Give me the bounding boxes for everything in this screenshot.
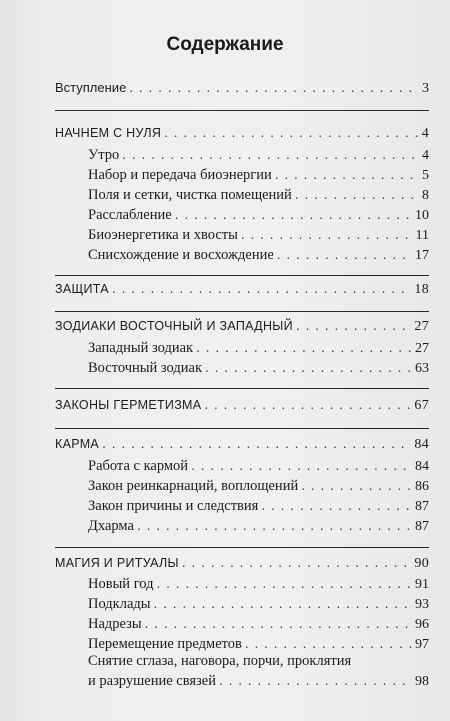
toc-entry-label: Перемещение предметов: [88, 636, 242, 652]
toc-section-page: 4: [421, 126, 429, 141]
leader-dots: [196, 341, 412, 355]
leader-dots: [295, 188, 419, 202]
toc-section: [55, 556, 429, 576]
toc-section-page: 84: [414, 437, 429, 452]
leader-dots: [137, 519, 412, 533]
toc-entry-label: Вступление: [55, 80, 127, 95]
toc-entry-label: Новый год: [88, 576, 154, 592]
toc-section-label: МАГИЯ И РИТУАЛЫ: [55, 556, 179, 570]
toc-section: [55, 319, 429, 339]
toc-entry-page: 10: [415, 208, 429, 223]
toc-section-label: ЗАЩИТА: [55, 282, 109, 296]
toc-entry-label: и разрушение связей: [88, 673, 216, 689]
leader-dots: [205, 361, 412, 375]
leader-dots: [145, 617, 412, 631]
toc-entry: [88, 498, 429, 518]
toc-entry-label: Расслабление: [88, 207, 172, 223]
toc-section: [55, 126, 429, 146]
toc-entry: [88, 340, 429, 360]
toc-section: [55, 282, 429, 302]
toc-entry: [88, 673, 429, 693]
leader-dots: [219, 674, 412, 688]
toc-entry-label-line1: Снятие сглаза, наговора, порчи, проклятия: [88, 653, 352, 669]
section-divider: [55, 388, 429, 389]
toc-section-label: ЗАКОНЫ ГЕРМЕТИЗМА: [55, 398, 202, 412]
leader-dots: [261, 499, 412, 513]
toc-entry-page: 87: [415, 519, 429, 534]
toc-entry: [88, 576, 429, 596]
leader-dots: [122, 148, 419, 162]
toc-entry-label: Биоэнергетика и хвосты: [88, 227, 238, 243]
toc-entry-label: Восточный зодиак: [88, 360, 203, 376]
toc-entry-page: 98: [415, 674, 429, 689]
toc-entry-label: Дхарма: [88, 518, 134, 534]
leader-dots: [191, 459, 412, 473]
toc-entry-page: 91: [415, 577, 429, 592]
leader-dots: [175, 208, 412, 222]
toc-section-page: 90: [414, 556, 429, 571]
toc-section-page: 27: [414, 319, 429, 334]
toc-entry-label: Закон причины и следствия: [88, 498, 259, 514]
toc-entry-page: 8: [422, 188, 429, 203]
section-divider: [55, 110, 429, 111]
toc-entry-page: 97: [415, 637, 429, 652]
toc-entry-page: 93: [415, 597, 429, 612]
page-title: Содержание: [166, 34, 284, 55]
toc-entry-page: 96: [415, 617, 429, 632]
toc-entry-page: 87: [415, 499, 429, 514]
toc-entry: [88, 207, 429, 227]
leader-dots: [301, 479, 412, 493]
leader-dots: [241, 228, 413, 242]
toc-section-label: КАРМА: [55, 437, 100, 451]
toc-entry: [88, 147, 429, 167]
toc-entry: [88, 518, 429, 538]
toc-entry: [88, 458, 429, 478]
section-divider: [55, 547, 429, 548]
toc-entry: [88, 227, 429, 247]
section-divider: [55, 428, 429, 429]
section-divider: [55, 311, 429, 312]
toc-section-label: НАЧНЕМ С НУЛЯ: [55, 126, 162, 140]
toc-section-label: ЗОДИАКИ ВОСТОЧНЫЙ И ЗАПАДНЫЙ: [55, 319, 293, 333]
toc-entry: [88, 616, 429, 636]
toc-entry-page: 4: [422, 148, 429, 163]
toc-entry-page: 3: [422, 81, 429, 96]
toc-entry-label: Снисхождение и восхождение: [88, 247, 274, 263]
toc-entry-page: 84: [415, 459, 429, 474]
toc-entry-page: 86: [415, 479, 429, 494]
toc-entry-label: Поля и сетки, чистка помещений: [88, 187, 292, 203]
leader-dots: [157, 577, 413, 591]
toc-entry-page: 63: [415, 361, 429, 376]
leader-dots: [154, 597, 412, 611]
toc-entry: [88, 247, 429, 267]
leader-dots: [182, 556, 411, 570]
toc-section: [55, 437, 429, 457]
toc-entry-label: Подклады: [88, 596, 151, 612]
toc-entry-label: Набор и передача биоэнергии: [88, 167, 272, 183]
leader-dots: [275, 168, 419, 182]
toc-entry-label: Закон реинкарнаций, воплощений: [88, 478, 299, 494]
leader-dots: [164, 126, 419, 140]
leader-dots: [296, 319, 411, 333]
toc-entry-label: Надрезы: [88, 616, 142, 632]
toc-entry: [88, 478, 429, 498]
toc-entry-label: Работа с кармой: [88, 458, 189, 474]
toc-entry-page: 27: [415, 341, 429, 356]
toc-entry: [88, 360, 429, 380]
toc-entry-page: 17: [415, 248, 429, 263]
leader-dots: [277, 248, 412, 262]
toc-section-page: 18: [414, 282, 429, 297]
leader-dots: [112, 282, 411, 296]
toc-entry-page: 11: [415, 228, 429, 243]
toc-entry-page: 5: [422, 168, 429, 183]
leader-dots: [102, 437, 411, 451]
toc-section-page: 67: [414, 398, 429, 413]
toc-entry: [88, 167, 429, 187]
leader-dots: [129, 81, 419, 95]
toc-entry-label: Утро: [88, 147, 120, 163]
section-divider: [55, 275, 429, 276]
toc-entry: [88, 596, 429, 616]
toc-entry: [55, 80, 429, 100]
leader-dots: [204, 398, 411, 412]
toc-entry-label: Западный зодиак: [88, 340, 194, 356]
leader-dots: [245, 637, 412, 651]
toc-entry: [88, 187, 429, 207]
toc-section: [55, 398, 429, 418]
